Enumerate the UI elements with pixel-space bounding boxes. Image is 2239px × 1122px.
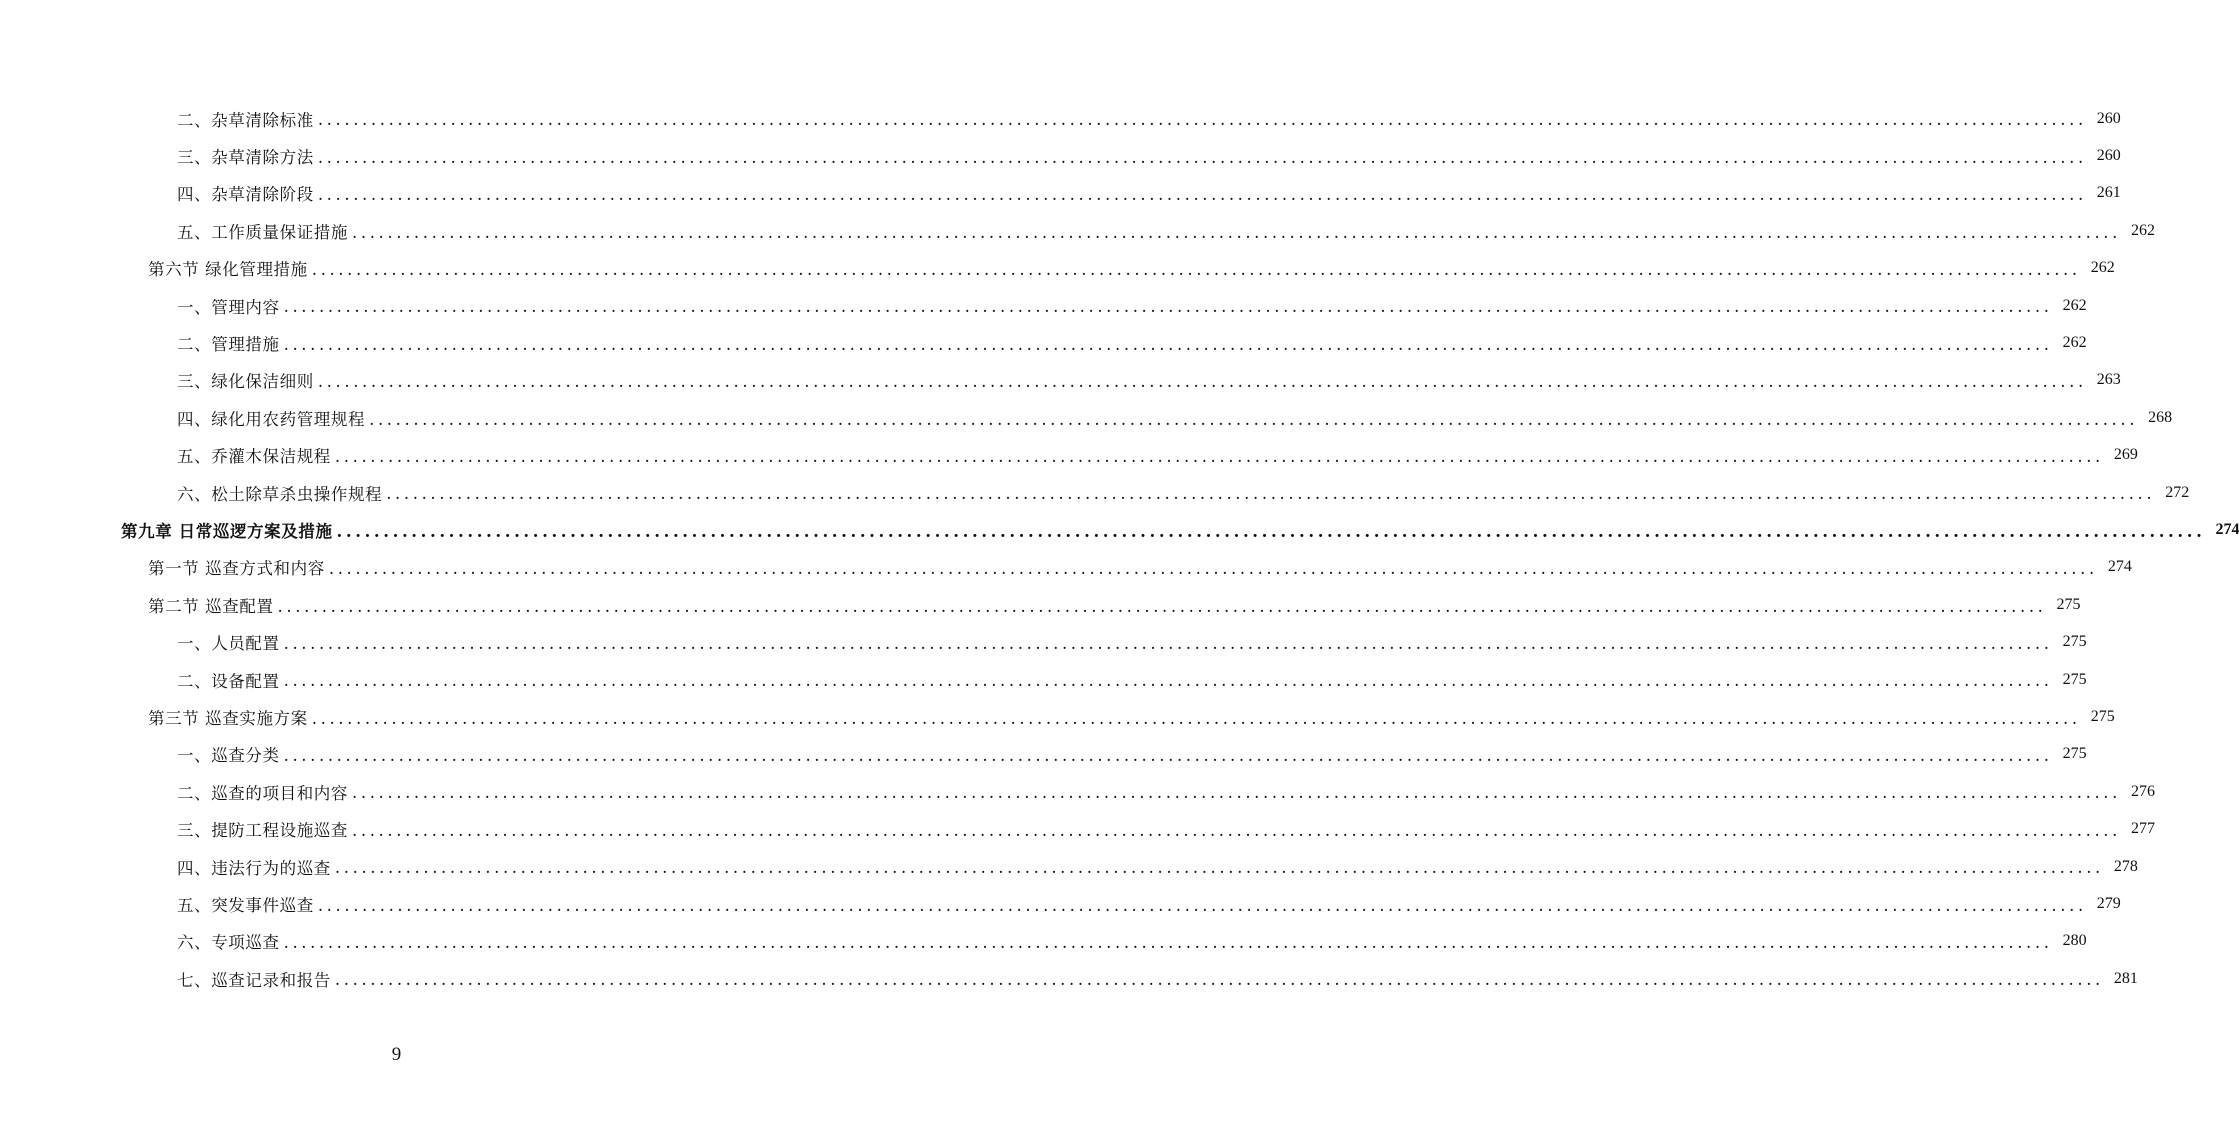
- toc-entry[interactable]: [0, 848, 2138, 885]
- toc-entry-title: 三、提防工程设施巡查: [177, 821, 348, 841]
- toc-entry-page-number: 272: [2165, 483, 2190, 501]
- toc-entry-title: 七、巡查记录和报告: [177, 970, 331, 990]
- toc-entry-title: 四、违法行为的巡查: [177, 858, 331, 878]
- toc-dot-leader: ........................................................................................................................................................................................................: [317, 110, 2087, 130]
- toc-entry-page-number: 275: [2062, 670, 2087, 688]
- toc-entry-title: 一、巡查分类: [177, 746, 280, 766]
- toc-entry-title: 第九章 日常巡逻方案及措施: [121, 521, 333, 541]
- toc-entry-page-number: 260: [2096, 109, 2121, 127]
- toc-entry-title: 一、人员配置: [177, 634, 280, 654]
- toc-entry-page-number: 262: [2062, 334, 2087, 352]
- toc-entry-page-number: 275: [2062, 745, 2087, 763]
- toc-entry-title: 二、巡查的项目和内容: [177, 783, 348, 803]
- toc-entry[interactable]: [0, 698, 2115, 735]
- toc-entry-page-number: 260: [2096, 147, 2121, 165]
- toc-entry[interactable]: [0, 736, 2087, 773]
- toc-entry[interactable]: [0, 773, 2155, 810]
- toc-entry-page-number: 275: [2062, 633, 2087, 651]
- toc-dot-leader: ........................................................................................................................................................................................................: [283, 746, 2053, 766]
- toc-entry-page-number: 277: [2130, 820, 2155, 838]
- toc-entry[interactable]: [0, 586, 2081, 623]
- toc-entry[interactable]: [0, 661, 2087, 698]
- toc-dot-leader: ........................................................................................................................................................................................................: [328, 559, 2098, 579]
- toc-entry-title: 第一节 巡查方式和内容: [148, 559, 325, 579]
- toc-dot-leader: ........................................................................................................................................................................................................: [369, 409, 2139, 429]
- toc-entry-page-number: 276: [2130, 782, 2155, 800]
- toc-entry[interactable]: [0, 549, 2132, 586]
- toc-entry[interactable]: [0, 100, 2121, 137]
- toc-dot-leader: ........................................................................................................................................................................................................: [352, 222, 2121, 242]
- toc-dot-leader: ........................................................................................................................................................................................................: [352, 783, 2121, 803]
- toc-dot-leader: ........................................................................................................................................................................................................: [352, 820, 2121, 840]
- toc-dot-leader: ........................................................................................................................................................................................................: [334, 446, 2104, 466]
- toc-dot-leader: ........................................................................................................................................................................................................: [336, 521, 2206, 541]
- toc-entry-page-number: 275: [2056, 595, 2081, 613]
- toc-dot-leader: ........................................................................................................................................................................................................: [311, 708, 2081, 728]
- toc-entry-page-number: 275: [2090, 707, 2115, 725]
- toc-entry-page-number: 274: [2215, 520, 2239, 538]
- toc-entry-page-number: 262: [2130, 221, 2155, 239]
- toc-dot-leader: ........................................................................................................................................................................................................: [317, 185, 2087, 205]
- toc-dot-leader: ........................................................................................................................................................................................................: [311, 260, 2081, 279]
- toc-entry-title: 四、杂草清除阶段: [177, 185, 314, 205]
- toc-entry-title: 六、松土除草杀虫操作规程: [177, 484, 383, 504]
- toc-entry-title: 四、绿化用农药管理规程: [177, 409, 366, 429]
- toc-entry[interactable]: [0, 399, 2173, 436]
- toc-dot-leader: ........................................................................................................................................................................................................: [334, 970, 2104, 990]
- toc-entry[interactable]: [0, 923, 2087, 960]
- toc-entry[interactable]: [0, 960, 2138, 997]
- toc-entry-title: 五、工作质量保证措施: [177, 222, 348, 242]
- toc-dot-leader: ........................................................................................................................................................................................................: [283, 671, 2053, 691]
- toc-entry-page-number: 274: [2107, 558, 2132, 576]
- toc-entry[interactable]: [0, 474, 2190, 511]
- table-of-contents: [0, 100, 2239, 997]
- toc-entry[interactable]: [0, 175, 2121, 212]
- toc-entry-title: 六、专项巡查: [177, 933, 280, 953]
- toc-entry-title: 一、管理内容: [177, 297, 280, 317]
- toc-dot-leader: ........................................................................................................................................................................................................: [283, 334, 2053, 354]
- toc-entry[interactable]: [0, 137, 2121, 174]
- toc-dot-leader: ........................................................................................................................................................................................................: [317, 895, 2087, 915]
- toc-entry-title: 第六节 绿化管理措施: [148, 260, 308, 280]
- toc-entry[interactable]: [0, 362, 2121, 399]
- toc-entry[interactable]: [0, 287, 2087, 324]
- toc-dot-leader: ........................................................................................................................................................................................................: [334, 858, 2104, 878]
- toc-dot-leader: ........................................................................................................................................................................................................: [277, 596, 2047, 616]
- toc-entry-title: 二、杂草清除标准: [177, 110, 314, 130]
- toc-entry[interactable]: [0, 212, 2155, 249]
- toc-entry-title: 三、绿化保洁细则: [177, 372, 314, 392]
- toc-entry[interactable]: [0, 250, 2115, 287]
- toc-entry-page-number: 268: [2148, 408, 2173, 426]
- toc-entry[interactable]: [0, 623, 2087, 660]
- toc-entry-page-number: 262: [2062, 296, 2087, 314]
- toc-entry[interactable]: [0, 437, 2138, 474]
- toc-entry-title: 第二节 巡查配置: [148, 596, 274, 616]
- toc-entry-page-number: 263: [2096, 371, 2121, 389]
- toc-dot-leader: ........................................................................................................................................................................................................: [283, 933, 2053, 953]
- toc-entry[interactable]: [0, 810, 2155, 847]
- toc-entry[interactable]: [0, 324, 2087, 361]
- toc-entry-title: 二、设备配置: [177, 671, 280, 691]
- toc-entry-page-number: 279: [2096, 894, 2121, 912]
- toc-entry-page-number: 261: [2096, 184, 2121, 202]
- toc-entry-title: 五、乔灌木保洁规程: [177, 447, 331, 467]
- toc-entry-title: 三、杂草清除方法: [177, 148, 314, 168]
- toc-entry-page-number: 280: [2062, 932, 2087, 950]
- toc-dot-leader: ........................................................................................................................................................................................................: [283, 297, 2053, 317]
- toc-entry-page-number: 278: [2113, 857, 2138, 875]
- toc-entry-title: 五、突发事件巡查: [177, 895, 314, 915]
- toc-dot-leader: ........................................................................................................................................................................................................: [386, 484, 2156, 504]
- toc-entry-page-number: 281: [2113, 969, 2138, 987]
- toc-entry-title: 第三节 巡查实施方案: [148, 708, 308, 728]
- page-number: 9: [391, 1044, 402, 1065]
- toc-entry-page-number: 269: [2113, 446, 2138, 464]
- toc-entry[interactable]: [0, 885, 2121, 922]
- toc-entry-page-number: 262: [2090, 259, 2115, 277]
- toc-dot-leader: ........................................................................................................................................................................................................: [317, 372, 2087, 392]
- toc-entry[interactable]: [0, 511, 2239, 548]
- toc-entry-title: 二、管理措施: [177, 335, 280, 355]
- toc-dot-leader: ........................................................................................................................................................................................................: [317, 147, 2087, 167]
- toc-dot-leader: ........................................................................................................................................................................................................: [283, 633, 2053, 653]
